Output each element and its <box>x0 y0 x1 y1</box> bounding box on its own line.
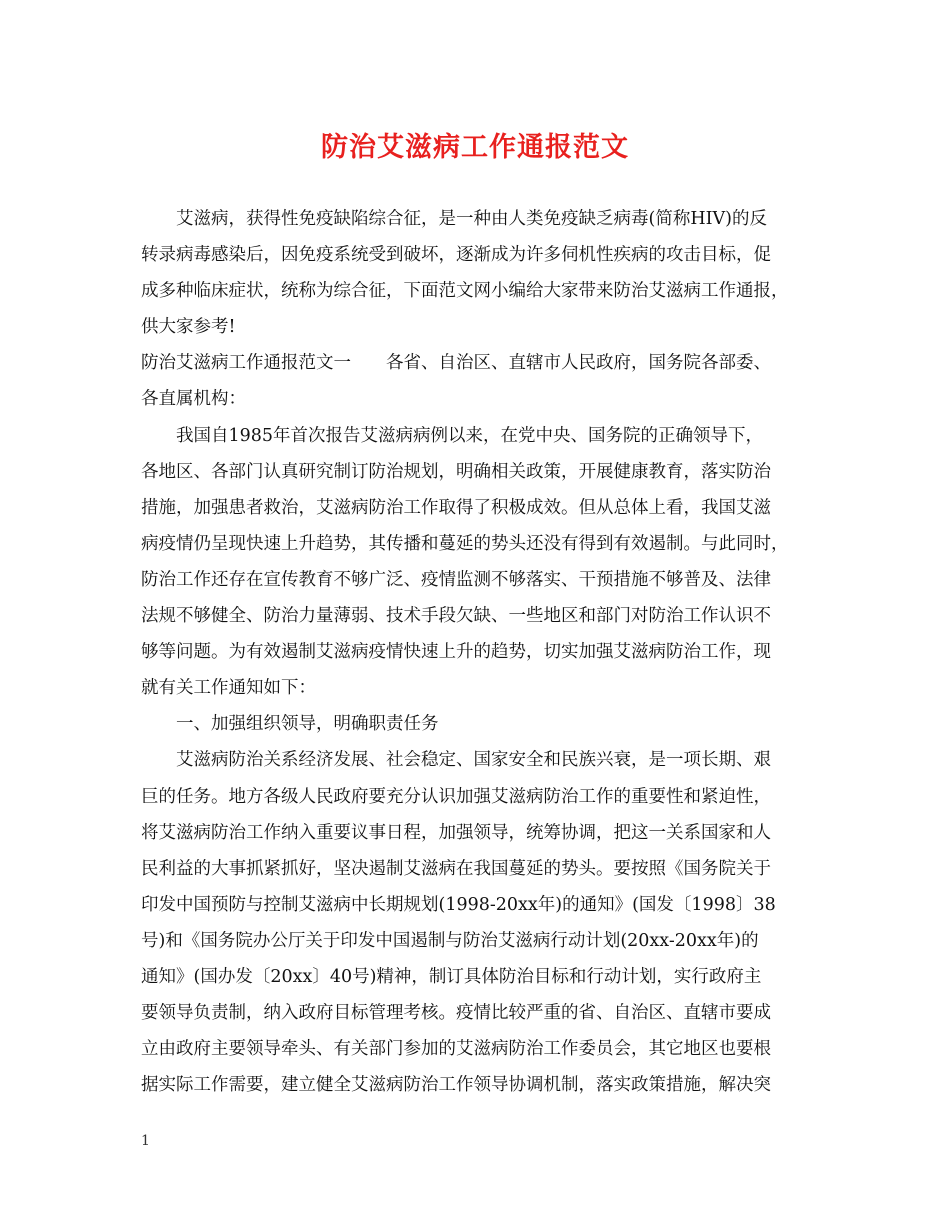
body-line: 防治艾滋病工作通报范文一 各省、自治区、直辖市人民政府，国务院各部委、 <box>141 353 771 374</box>
body-line: 据实际工作需要，建立健全艾滋病防治工作领导协调机制，落实政策措施，解决突 <box>141 1075 771 1096</box>
body-line: 号)和《国务院办公厅关于印发中国遏制与防治艾滋病行动计划(20xx-20xx年)的 <box>141 930 759 951</box>
body-line: 各地区、各部门认真研究制订防治规划，明确相关政策，开展健康教育，落实防治 <box>141 461 771 482</box>
body-line: 供大家参考! <box>141 317 236 338</box>
body-line: 各直属机构： <box>141 389 246 410</box>
body-line: 成多种临床症状，统称为综合征，下面范文网小编给大家带来防治艾滋病工作通报， <box>141 281 789 302</box>
body-line: 防治工作还存在宣传教育不够广泛、疫情监测不够落实、干预措施不够普及、法律 <box>141 569 771 590</box>
page-number: 1 <box>141 1133 150 1149</box>
body-line: 够等问题。为有效遏制艾滋病疫情快速上升的趋势，切实加强艾滋病防治工作，现 <box>141 642 771 663</box>
body-line: 通知》(国办发〔20xx〕40号)精神，制订具体防治目标和行动计划，实行政府主 <box>141 966 762 987</box>
document-body <box>141 201 821 1103</box>
body-line: 措施，加强患者救治，艾滋病防治工作取得了积极成效。但从总体上看，我国艾滋 <box>141 497 771 518</box>
body-line: 立由政府主要领导牵头、有关部门参加的艾滋病防治工作委员会，其它地区也要根 <box>141 1039 771 1060</box>
body-line: 将艾滋病防治工作纳入重要议事日程，加强领导，统筹协调，把这一关系国家和人 <box>141 822 771 843</box>
body-line: 巨的任务。地方各级人民政府要充分认识加强艾滋病防治工作的重要性和紧迫性， <box>141 786 771 807</box>
section-heading: 一、加强组织领导，明确职责任务 <box>176 714 439 735</box>
body-line: 我国自1985年首次报告艾滋病病例以来，在党中央、国务院的正确领导下， <box>176 425 764 446</box>
body-line: 民利益的大事抓紧抓好，坚决遏制艾滋病在我国蔓延的势头。要按照《国务院关于 <box>141 858 771 879</box>
body-line: 病疫情仍呈现快速上升趋势，其传播和蔓延的势头还没有得到有效遏制。与此同时， <box>141 533 789 554</box>
body-line: 转录病毒感染后，因免疫系统受到破坏，逐渐成为许多伺机性疾病的攻击目标，促 <box>141 245 771 266</box>
document-title: 防治艾滋病工作通报范文 <box>321 132 629 163</box>
body-line: 要领导负责制，纳入政府目标管理考核。疫情比较严重的省、自治区、直辖市要成 <box>141 1003 771 1024</box>
body-line: 印发中国预防与控制艾滋病中长期规划(1998-20xx年)的通知》(国发〔1998〕38 <box>141 894 776 915</box>
body-line: 就有关工作通知如下： <box>141 678 316 699</box>
body-line: 法规不够健全、防治力量薄弱、技术手段欠缺、一些地区和部门对防治工作认识不 <box>141 606 771 627</box>
body-line: 艾滋病防治关系经济发展、社会稳定、国家安全和民族兴衰，是一项长期、艰 <box>176 750 771 771</box>
body-line: 艾滋病，获得性免疫缺陷综合征，是一种由人类免疫缺乏病毒(简称HIV)的反 <box>176 209 767 229</box>
